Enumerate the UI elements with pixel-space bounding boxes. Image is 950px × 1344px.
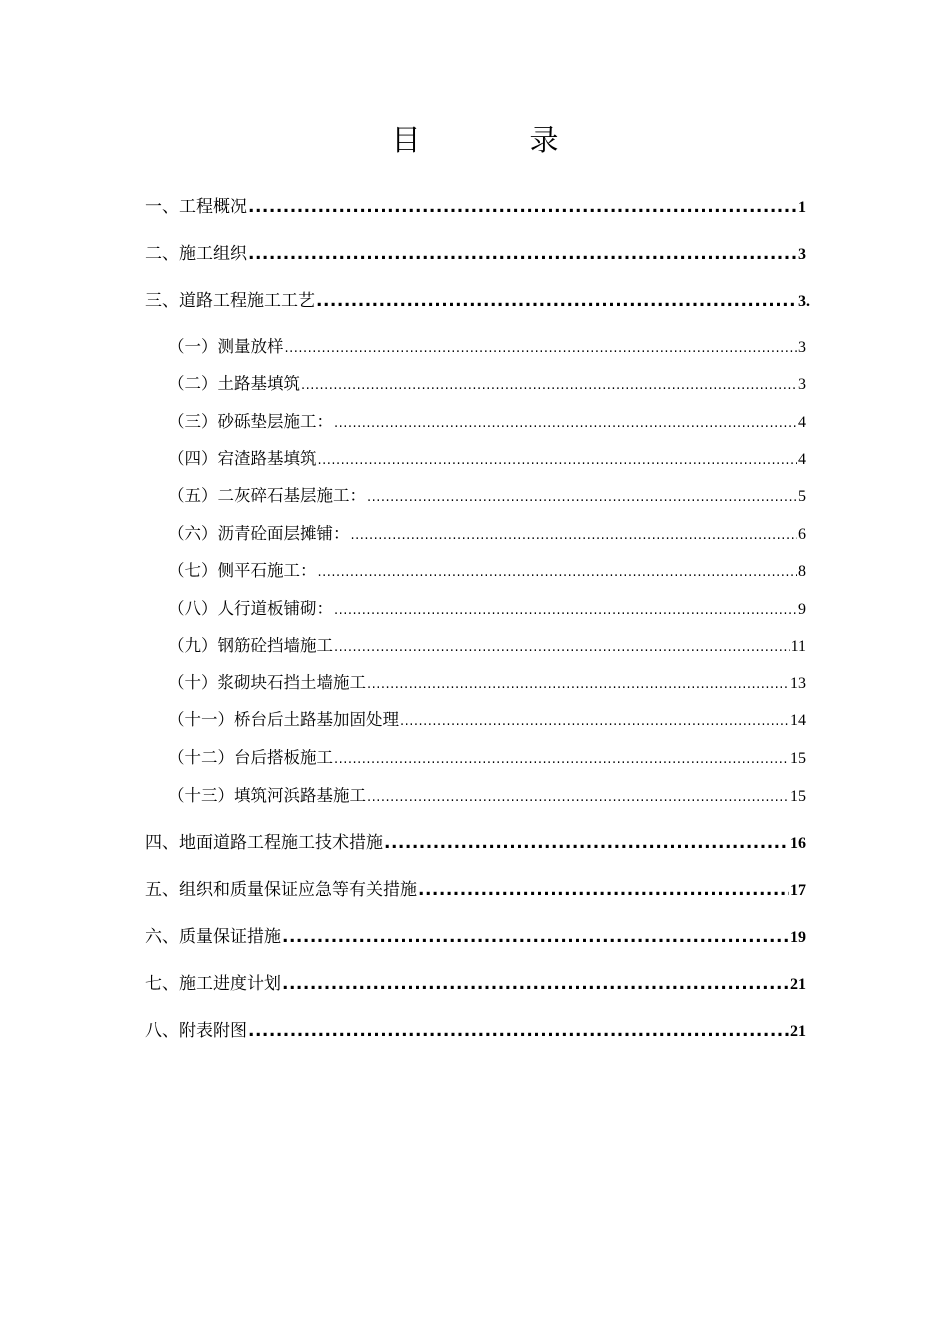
toc-entry-page: 8 <box>798 563 806 580</box>
toc-entry-page: 21 <box>790 976 806 993</box>
toc-entry-label: （三）砂砾垫层施工： <box>168 412 333 431</box>
toc-entry-page: 15 <box>790 788 806 805</box>
toc-leader <box>334 640 790 655</box>
toc-entry-label: （八）人行道板铺砌： <box>168 599 333 618</box>
toc-entry[interactable] <box>145 286 810 311</box>
toc-entry[interactable] <box>168 632 806 656</box>
toc-entry-page: 3. <box>798 293 810 310</box>
toc-entry[interactable] <box>168 370 806 394</box>
toc-entry[interactable] <box>168 408 806 432</box>
toc-entry-label: 四、地面道路工程施工技术措施 <box>145 833 383 853</box>
toc-entry-page: 14 <box>790 712 806 729</box>
toc-entry-page: 4 <box>798 414 806 431</box>
toc-entry[interactable] <box>145 969 806 994</box>
toc-entry[interactable] <box>145 828 806 853</box>
toc-entry-page: 9 <box>798 601 806 618</box>
toc-entry-page: 1 <box>798 199 806 216</box>
toc-entry-label: （十）浆砌块石挡土墙施工 <box>168 673 366 692</box>
toc-entry-page: 3 <box>798 246 806 263</box>
toc-entry-page: 3 <box>798 376 806 393</box>
toc-entry-label: （一）测量放样 <box>168 337 284 356</box>
toc-entry-page: 4 <box>798 451 806 468</box>
toc-leader <box>334 416 797 431</box>
toc-leader <box>318 565 798 580</box>
toc-entry[interactable] <box>168 782 806 806</box>
toc-leader <box>384 833 789 853</box>
toc-leader <box>334 603 797 618</box>
toc-entry-label: （二）土路基填筑 <box>168 374 300 393</box>
toc-entry[interactable] <box>168 744 806 768</box>
toc-leader <box>334 752 789 767</box>
toc-entry-label: 三、道路工程施工工艺 <box>145 291 315 311</box>
toc-entry-label: （十三）填筑河浜路基施工 <box>168 786 366 805</box>
toc-entry-label: 一、工程概况 <box>145 197 247 217</box>
toc-entry-label: 七、施工进度计划 <box>145 974 281 994</box>
toc-entry[interactable] <box>168 557 806 581</box>
toc-leader <box>248 1021 789 1041</box>
toc-entry-page: 17 <box>790 882 806 899</box>
toc-entry[interactable] <box>168 706 806 730</box>
toc-leader <box>367 790 789 805</box>
toc-entry[interactable] <box>145 1016 806 1041</box>
toc-entry-label: 八、附表附图 <box>145 1021 247 1041</box>
toc-entry-label: （六）沥青砼面层摊铺： <box>168 524 350 543</box>
toc-leader <box>318 453 798 468</box>
toc-entry-page: 6 <box>798 526 806 543</box>
toc-entry-label: 二、施工组织 <box>145 244 247 264</box>
toc-entry[interactable] <box>145 239 806 264</box>
toc-entry[interactable] <box>168 333 806 357</box>
toc-entry[interactable] <box>168 482 806 506</box>
toc-leader <box>367 677 789 692</box>
toc-entry-label: （十二）台后搭板施工 <box>168 748 333 767</box>
toc-entry-label: （十一）桥台后土路基加固处理 <box>168 710 399 729</box>
toc-entry-page: 13 <box>790 675 806 692</box>
toc-leader <box>351 528 798 543</box>
toc-entry[interactable] <box>145 922 806 947</box>
toc-entry[interactable] <box>168 669 806 693</box>
toc-leader <box>282 927 789 947</box>
toc-entry-label: （七）侧平石施工： <box>168 561 317 580</box>
toc-entry-label: （四）宕渣路基填筑 <box>168 449 317 468</box>
toc-entry[interactable] <box>145 875 806 900</box>
toc-entry-page: 15 <box>790 750 806 767</box>
toc-entry-label: 五、组织和质量保证应急等有关措施 <box>145 880 417 900</box>
toc-leader <box>418 880 789 900</box>
toc-leader <box>367 490 797 505</box>
toc-entry-page: 5 <box>798 488 806 505</box>
toc-leader <box>301 378 797 393</box>
toc-entry[interactable] <box>168 595 806 619</box>
toc-leader <box>400 714 789 729</box>
toc-entry[interactable] <box>168 520 806 544</box>
toc-entry-page: 19 <box>790 929 806 946</box>
toc-entry-label: （九）钢筋砼挡墙施工 <box>168 636 333 655</box>
toc-entry-page: 3 <box>798 339 806 356</box>
toc-leader <box>248 197 797 217</box>
toc-entry-page: 16 <box>790 835 806 852</box>
page-title: 目 录 <box>391 123 599 157</box>
toc-entry-page: 21 <box>790 1023 806 1040</box>
toc-entry[interactable] <box>168 445 806 469</box>
toc-leader <box>285 341 798 356</box>
toc-entry[interactable] <box>145 192 806 217</box>
toc-entry-label: （五）二灰碎石基层施工： <box>168 486 366 505</box>
toc-entry-page: 11 <box>790 638 806 655</box>
toc-leader <box>248 244 797 264</box>
toc-leader <box>316 291 797 311</box>
toc-leader <box>282 974 789 994</box>
toc-entry-label: 六、质量保证措施 <box>145 927 281 947</box>
